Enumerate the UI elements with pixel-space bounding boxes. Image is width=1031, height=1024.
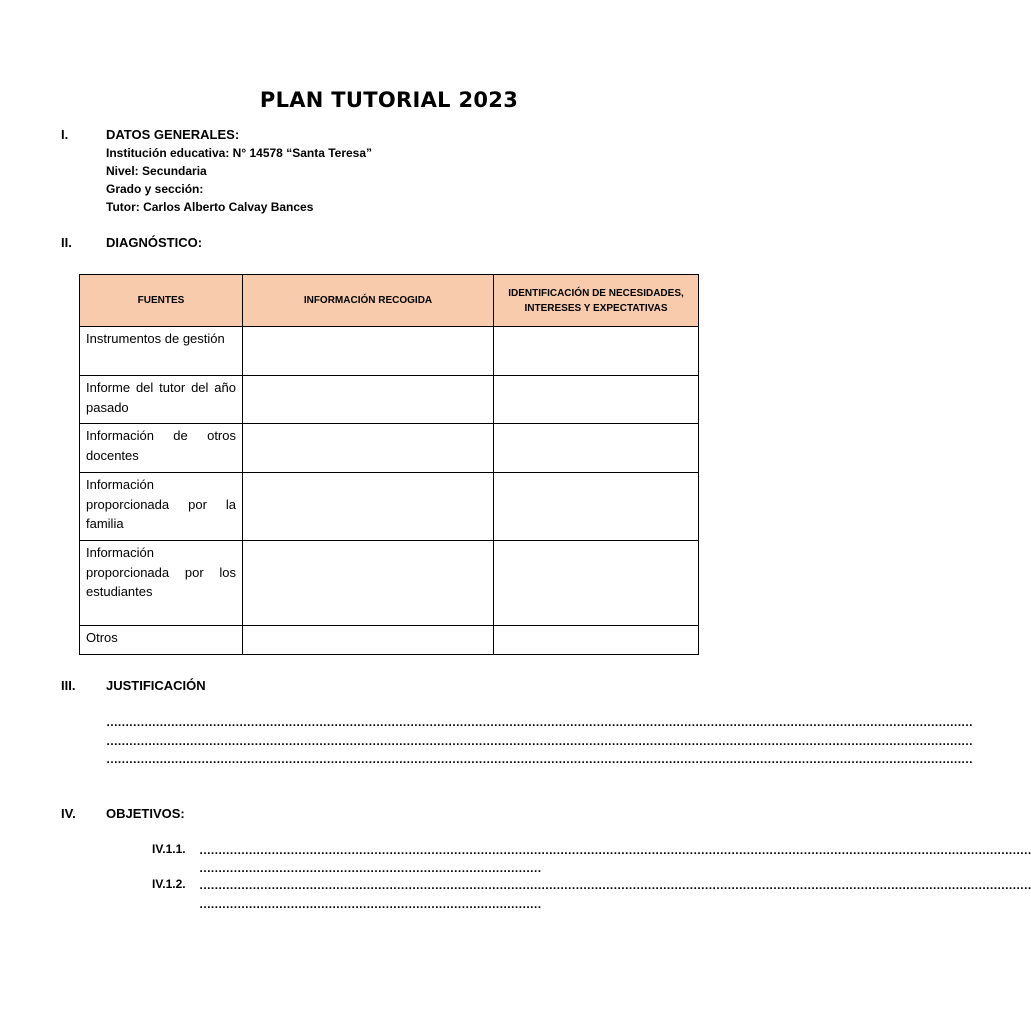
source-cell: Informe del tutor del año pasado [80,376,243,424]
empty-cell [494,626,699,655]
empty-cell [494,541,699,626]
section-3-number: III. [61,678,76,693]
empty-cell [243,626,494,655]
source-cell: Información proporcionada por los estudiantes [80,541,243,626]
section-3-title: JUSTIFICACIÓN [106,678,206,693]
justification-line: ………………………………………………………………………………………………………………………………………………………………………………………………………… [106,715,973,729]
empty-cell [243,376,494,424]
table-row [80,376,699,424]
section-1-number: I. [61,127,69,142]
empty-cell [243,424,494,473]
objective-1-number: IV.1.1. [152,842,186,856]
empty-cell [494,327,699,376]
objective-2-line: ………………………………………………………………………………………………………………………………………………………………………………………………… [199,878,1031,892]
table-row [80,473,699,541]
table-row [80,327,699,376]
empty-cell [494,376,699,424]
section-4-title: OBJETIVOS: [106,806,185,821]
empty-cell [243,473,494,541]
objective-1-line: ………………………………………………………………………………………………………………………………………………………………………………………………… [199,843,1031,857]
empty-cell [494,473,699,541]
objective-2-line: ……………………………………………………………………………… [199,897,542,911]
institution-line: Institución educativa: N° 14578 “Santa Teresa” [106,146,373,160]
section-2-title: DIAGNÓSTICO: [106,235,203,250]
section-4-number: IV. [61,806,76,821]
section-1-title: DATOS GENERALES: [106,127,240,142]
justification-line: ………………………………………………………………………………………………………………………………………………………………………………………………………… [106,734,973,748]
objective-2-number: IV.1.2. [152,877,186,891]
empty-cell [494,424,699,473]
header-needs: IDENTIFICACIÓN DE NECESIDADES, INTERESES Y EXPECTATIVAS [494,275,699,327]
objective-1-line: ……………………………………………………………………………… [199,861,542,875]
section-2-number: II. [61,235,72,250]
justification-line: ………………………………………………………………………………………………………………………………………………………………………………………………………… [106,752,973,766]
source-cell: Otros [80,626,243,655]
table-header-row [80,275,699,327]
table-row [80,626,699,655]
diagnostic-table [79,274,699,655]
tutor-line: Tutor: Carlos Alberto Calvay Bances [106,200,314,214]
level-line: Nivel: Secundaria [106,164,207,178]
source-cell: Instrumentos de gestión [80,327,243,376]
header-sources: FUENTES [80,275,243,327]
empty-cell [243,541,494,626]
header-collected-info: INFORMACIÓN RECOGIDA [243,275,494,327]
table-row [80,541,699,626]
source-cell: Información de otros docentes [80,424,243,473]
table-row [80,424,699,473]
source-cell: Información proporcionada por la familia [80,473,243,541]
empty-cell [243,327,494,376]
grade-line: Grado y sección: [106,182,204,196]
document-title: PLAN TUTORIAL 2023 [259,88,519,112]
